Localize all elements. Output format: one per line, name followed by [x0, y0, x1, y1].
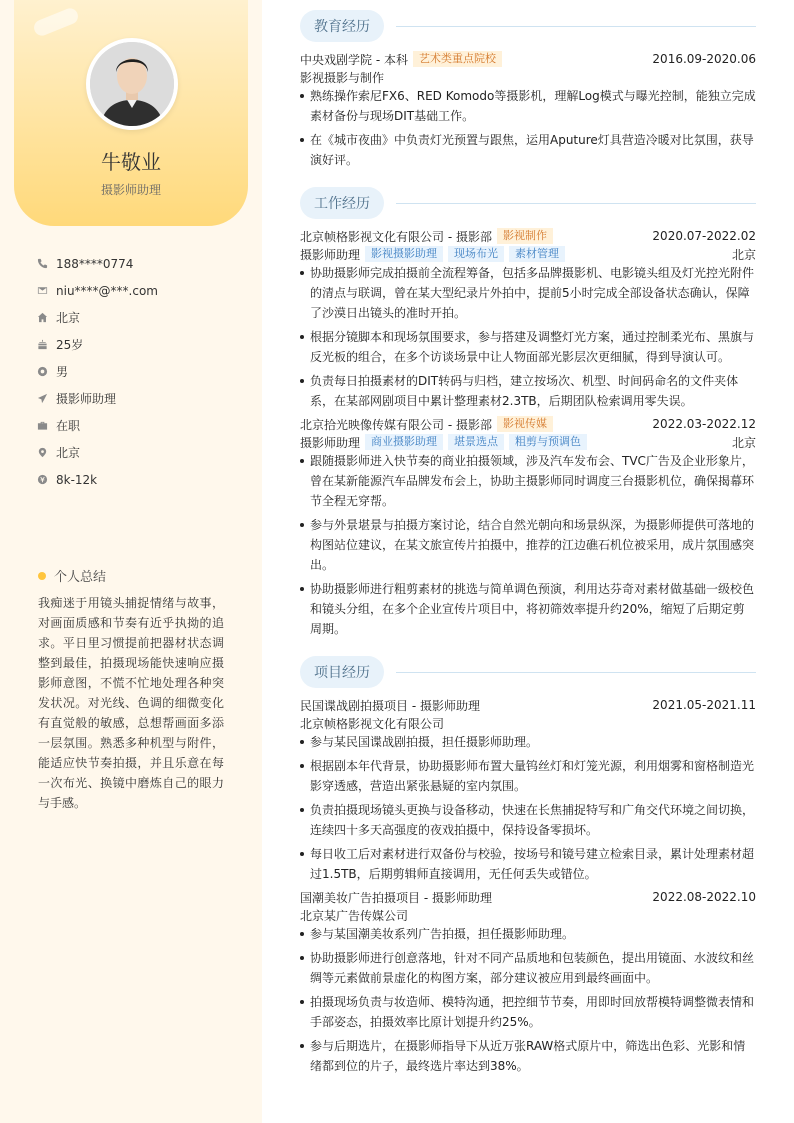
project-date: 2021.05-2021.11 — [652, 698, 756, 712]
job-bullet: 协助摄影师完成拍摄前全流程筹备，包括多品牌摄影机、电影镜头组及灯光控光附件的清点与联调，曾在某大型纪录片外拍中，提前5小时完成全部设备状态确认，保障了沙漠日出镜头的准时开拍。 — [300, 263, 756, 323]
gender-icon — [36, 366, 48, 378]
contact-gender — [36, 358, 158, 385]
phone-icon — [36, 258, 48, 270]
job-industry-tag: 影视传媒 — [497, 416, 553, 432]
major-row — [300, 68, 756, 86]
job-company: 北京帧格影视文化有限公司 - 摄影部 — [300, 229, 492, 244]
contact-salary — [36, 466, 158, 493]
school-name: 中央戏剧学院 - 本科 — [300, 52, 408, 67]
job-bullet: 协助摄影师进行粗剪素材的挑选与简单调色预演，利用达芬奇对素材做基础一级校色和镜头分组，在多个企业宣传片项目中，将初筛效率提升约20%，缩短了后期定剪周期。 — [300, 579, 756, 639]
profile-name: 牛敬业 — [101, 150, 161, 174]
job-location: 北京 — [731, 435, 756, 450]
job-company-row — [300, 227, 756, 245]
project-name: 国潮美妆广告拍摄项目 - 摄影师助理 — [300, 890, 492, 905]
mail-icon — [36, 285, 48, 297]
education-bullet: 在《城市夜曲》中负责灯光预置与跟焦，运用Aputure灯具营造冷暖对比氛围，获导演好评。 — [300, 130, 756, 170]
job-role-row — [300, 245, 756, 263]
education-row — [300, 50, 756, 68]
section-divider — [396, 203, 756, 204]
job-company-row — [300, 415, 756, 433]
contact-position — [36, 385, 158, 412]
project-date: 2022.08-2022.10 — [652, 890, 756, 904]
contact-text: niu****@***.com — [56, 283, 158, 298]
contact-text: 在职 — [56, 419, 81, 433]
project-bullet: 根据剧本年代背景，协助摄影师布置大量钨丝灯和灯笼光源，利用烟雾和窗格制造光影穿透感，营造出紧张悬疑的室内氛围。 — [300, 756, 756, 796]
contact-location — [36, 439, 158, 466]
project-bullet: 拍摄现场负责与妆造师、模特沟通，把控细节节奏，用即时回放帮模特调整微表情和手部姿态，拍摄效率比原计划提升约25%。 — [300, 992, 756, 1032]
job-role: 摄影师助理 — [300, 247, 361, 262]
summary-bullet-dot — [38, 572, 46, 580]
contact-text: 25岁 — [56, 338, 84, 352]
home-icon — [36, 312, 48, 324]
section-title: 项目经历 — [300, 656, 384, 688]
send-icon — [36, 393, 48, 405]
job-bullet: 跟随摄影师进入快节奏的商业拍摄领域，涉及汽车发布会、TVC广告及企业形象片，曾在某新能源汽车品牌发布会上，协助主摄影师同时调度三台摄影机位，确保揭幕环节全程无穿帮。 — [300, 451, 756, 511]
skill-tag: 影视摄影助理 — [365, 246, 443, 262]
summary-heading-text: 个人总结 — [54, 570, 107, 585]
salary-icon — [36, 474, 48, 486]
contact-text: 北京 — [56, 446, 81, 460]
project-title-row — [300, 888, 756, 906]
sidebar — [0, 0, 262, 1123]
major: 影视摄影与制作 — [300, 70, 385, 85]
job-industry-tag: 影视制作 — [497, 228, 553, 244]
contact-text: 北京 — [56, 311, 81, 325]
skill-tag: 现场布光 — [448, 246, 504, 262]
skill-tag: 商业摄影助理 — [365, 434, 443, 450]
profile-title: 摄影师助理 — [100, 183, 161, 197]
project-company: 北京某广告传媒公司 — [300, 908, 409, 923]
section-divider — [396, 26, 756, 27]
job-company: 北京拾光映像传媒有限公司 - 摄影部 — [300, 417, 492, 432]
education-date: 2016.09-2020.06 — [652, 52, 756, 66]
job-location: 北京 — [731, 247, 756, 262]
section-work-header — [300, 187, 756, 219]
project-bullet: 负责拍摄现场镜头更换与设备移动，快速在长焦捕捉特写和广角交代环境之间切换，连续四十多天高强度的夜戏拍摄中，保持设备零损坏。 — [300, 800, 756, 840]
summary-text: 我痴迷于用镜头捕捉情绪与故事，对画面质感和节奏有近乎执拗的追求。平日里习惯提前把器材状态调整到最佳，拍摄现场能快速响应摄影师意图，不慌不忙地处理各种突发状况。对光线、色调的细微变化有直觉般的敏感，总想帮画面多添一层氛围。熟悉多种机型与附件，能适应快节奏拍摄，并且乐意在每一次布光、换镜中磨炼自己的眼力与手感。 — [38, 596, 224, 810]
project-company-row — [300, 906, 756, 924]
project-bullet: 参与某国潮美妆系列广告拍摄，担任摄影师助理。 — [300, 924, 756, 944]
education-bullet: 熟练操作索尼FX6、RED Komodo等摄影机，理解Log模式与曝光控制，能独立完成素材备份与现场DIT基础工作。 — [300, 86, 756, 126]
job-date: 2020.07-2022.02 — [652, 229, 756, 243]
project-company: 北京帧格影视文化有限公司 — [300, 716, 445, 731]
job-role: 摄影师助理 — [300, 435, 361, 450]
project-bullet: 每日收工后对素材进行双备份与校验，按场号和镜号建立检索目录，累计处理素材超过1.5TB，后期剪辑师直接调用，无任何丢失或错位。 — [300, 844, 756, 884]
section-projects-header — [300, 656, 756, 688]
project-bullet: 参与后期选片，在摄影师指导下从近万张RAW格式原片中，筛选出色彩、光影和情绪都到位的片子，最终选片率达到38%。 — [300, 1036, 756, 1076]
job-role-row — [300, 433, 756, 451]
contact-phone — [36, 250, 158, 277]
skill-tag: 粗剪与预调色 — [509, 434, 587, 450]
contact-email — [36, 277, 158, 304]
contact-age — [36, 331, 158, 358]
briefcase-icon — [36, 420, 48, 432]
section-title: 教育经历 — [300, 10, 384, 42]
contact-city — [36, 304, 158, 331]
project-bullet: 协助摄影师进行创意落地，针对不同产品质地和包装颜色，提出用镜面、水波纹和丝绸等元素做前景虚化的构图方案，部分建议被应用到最终画面中。 — [300, 948, 756, 988]
job-date: 2022.03-2022.12 — [652, 417, 756, 431]
avatar-photo — [90, 42, 174, 126]
contact-status — [36, 412, 158, 439]
skill-tag: 素材管理 — [509, 246, 565, 262]
location-icon — [36, 447, 48, 459]
skill-tag: 堪景选点 — [448, 434, 504, 450]
school-tag: 艺术类重点院校 — [413, 51, 502, 67]
project-company-row — [300, 714, 756, 732]
summary-heading — [38, 566, 106, 585]
cake-icon — [36, 339, 48, 351]
job-bullet: 负责每日拍摄素材的DIT转码与归档，建立按场次、机型、时间码命名的文件夹体系，在某部网剧项目中累计整理素材2.3TB，后期团队检索调用零失误。 — [300, 371, 756, 411]
job-bullet: 参与外景堪景与拍摄方案讨论，结合自然光朝向和场景纵深，为摄影师提供可落地的构图站位建议，在某文旅宣传片拍摄中，推荐的江边礁石机位被采用，成片氛围感突出。 — [300, 515, 756, 575]
project-name: 民国谍战剧拍摄项目 - 摄影师助理 — [300, 698, 480, 713]
section-title: 工作经历 — [300, 187, 384, 219]
contact-list — [36, 250, 158, 493]
section-education-header — [300, 10, 756, 42]
avatar — [86, 38, 178, 130]
section-divider — [396, 672, 756, 673]
project-bullet: 参与某民国谍战剧拍摄，担任摄影师助理。 — [300, 732, 756, 752]
contact-text: 男 — [56, 365, 69, 379]
project-title-row — [300, 696, 756, 714]
contact-text: 8k-12k — [56, 472, 98, 487]
contact-text: 188****0774 — [56, 256, 134, 271]
job-bullet: 根据分镜脚本和现场氛围要求，参与搭建及调整灯光方案，通过控制柔光布、黑旗与反光板的组合，在多个访谈场景中让人物面部光影层次更细腻，得到导演认可。 — [300, 327, 756, 367]
contact-text: 摄影师助理 — [56, 392, 117, 406]
